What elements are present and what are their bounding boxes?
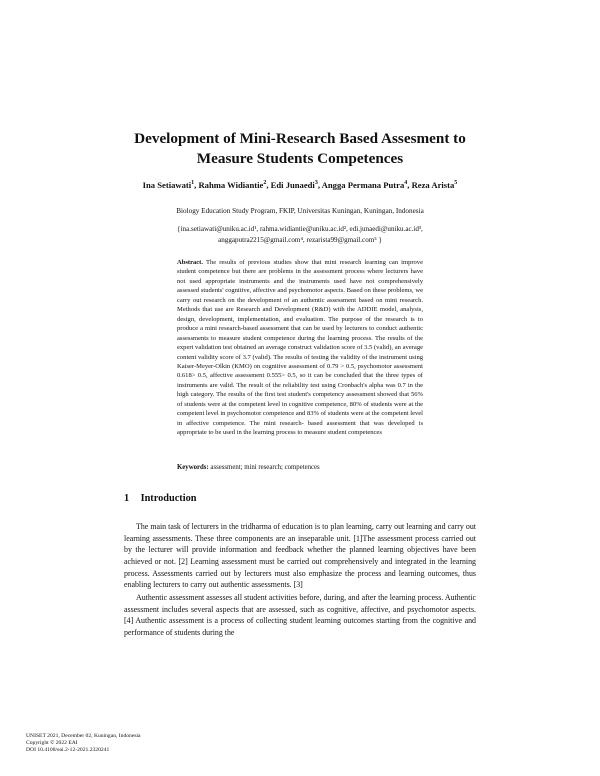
footer-conference: UNISET 2021, December 02, Kuningan, Indonesia bbox=[26, 733, 141, 739]
author-affiliation-mark: 4 bbox=[404, 180, 408, 187]
body-paragraph: Authentic assessment assesses all student activities before, during, and after the learning process. Authentic assessment includes several aspects that are assessed, such as cognitive, affective, and psychomotor aspects. [4] Authentic assessment is a process of collecting student learning outcomes starting from the cognitive and performance of students during the bbox=[124, 593, 476, 637]
affiliation: Biology Education Study Program, FKIP, Universitas Kuningan, Kuningan, Indonesia bbox=[176, 207, 424, 215]
paper-title-line-1: Development of Mini-Research Based Assesment to bbox=[134, 130, 466, 147]
author-name: Ina Setiawati bbox=[142, 180, 192, 190]
author-emails-line-1: {ina.setiawati@uniku.ac.id¹, rahma.widiantie@uniku.ac.id², edi.junaedi@uniku.ac.id³, bbox=[177, 225, 423, 233]
abstract-text: The results of previous studies show that mini research learning can improve student competence but there are problems in the assessment process where lecturers have not used appropriate instruments and the instruments used have not comprehensively assessed students' cognitive, affective and psychomotor aspects. Based on these problems, we carry out research on the development of an authentic assessment based on mini research. Methods that use are Research and Development (R&D) with the ADDIE model, analysis, design, development, implementation, and evaluation. The purpose of the research is to produce a mini research-based assessment that can be used by lecturers to conduct authentic assessments to measure student competence during the learning process. The results of the expert validation test obtained an average construct validation score of 3.5 (valid), an average content validity score of 3.7 (valid). The results of testing the validity of the instrument using Kaiser-Meyer-Olkin (KMO) on cognitive assessment of 0.79 > 0.5, psychomotor assessment 0.618> 0.5, affective assessment 0.555> 0.5, so it can be concluded that the three types of instruments are valid. The result of the reliability test using Cronbach's alpha was 0.7 in the high category. The results of the first test student's competency assessment showed that 56% of students were at the competent level in cognitive competence, 80% of students were at the competent level in psychomotor competence and 83% of students were at the competent level in affective competence. The mini research- based assessment that was developed is appropriate to be used in the learning process to measure student competences bbox=[177, 259, 423, 437]
keywords-text: assessment; mini research; competences bbox=[210, 464, 320, 471]
abstract bbox=[177, 258, 423, 438]
paper-title bbox=[60, 129, 540, 169]
author-name: Rahma Widiantie bbox=[198, 180, 264, 190]
author-emails bbox=[100, 224, 500, 246]
section-number: 1 bbox=[124, 493, 130, 504]
author-affiliation-mark: 5 bbox=[454, 180, 458, 187]
paper-title-line-2: Measure Students Competences bbox=[196, 150, 404, 167]
author-name: Edi Junaedi bbox=[270, 180, 315, 190]
author-affiliation-mark: 1 bbox=[191, 180, 195, 187]
author-list: Ina Setiawati$^1$, Rahma Widiantie$^2$, Edi Junaedi$^3$, Angga Permana Putra$^4$, Reza Arista$^5$ bbox=[142, 180, 458, 190]
author-emails-line-2: anggaputra2215@gmail.com⁴, rezarista99@gmail.com⁵ } bbox=[218, 236, 382, 244]
section-heading bbox=[124, 493, 196, 505]
keywords bbox=[177, 463, 423, 473]
author-name: Reza Arista bbox=[411, 180, 455, 190]
author-affiliation-mark: 2 bbox=[263, 180, 267, 187]
author-name: Angga Permana Putra bbox=[321, 180, 405, 190]
page-footer bbox=[26, 733, 141, 755]
section-title: Introduction bbox=[140, 493, 197, 504]
keywords-label: Keywords: bbox=[177, 464, 209, 471]
abstract-label: Abstract. bbox=[177, 259, 203, 266]
footer-doi: DOI 10.4108/eai.2-12-2021.2320241 bbox=[26, 747, 110, 754]
author-affiliation-mark: 3 bbox=[314, 180, 318, 187]
footer-copyright: Copyright © 2022 EAI bbox=[26, 740, 78, 747]
body-paragraph: The main task of lecturers in the tridharma of education is to plan learning, carry out learning and carry out learning assessments. These three components are an inseparable unit. [1]The assessment process carried out by the lecturer will provide information and feedback whether the planned learning objectives have been achieved or not. [2] Learning assessment must be carried out comprehensively and integrated in the learning process. Assessments carried out by lecturers must also emphasize the process and learning outcomes, thus enabling lecturers to carry out authentic assessments. [3] bbox=[124, 522, 476, 590]
